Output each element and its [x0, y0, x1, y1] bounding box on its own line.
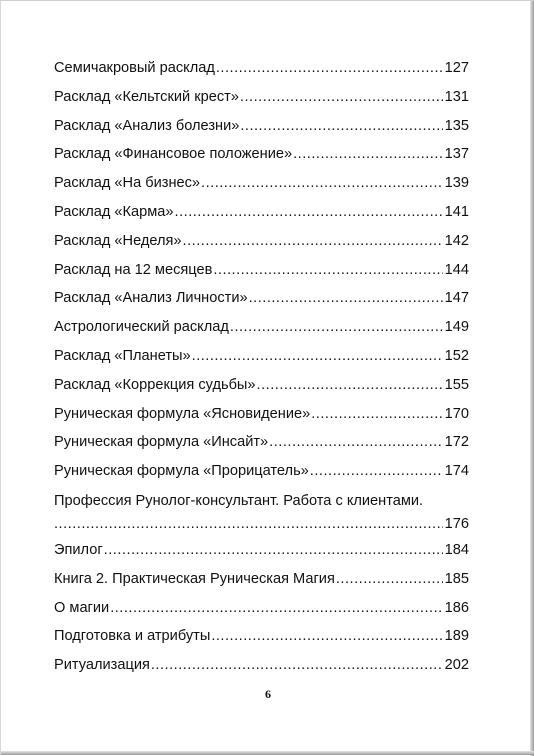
- page-number: 6: [265, 687, 271, 701]
- toc-leader-dots: [240, 112, 442, 141]
- toc-entry-page: 155: [444, 376, 469, 393]
- toc-entry-title: Ритуализация: [54, 657, 150, 674]
- toc-entry-title: Руническая формула «Ясновидение»: [54, 405, 311, 422]
- toc-entry-page: 139: [444, 175, 469, 192]
- toc-entry-title: Расклад «Кельтский крест»: [54, 88, 239, 105]
- toc-entry[interactable]: [54, 457, 469, 486]
- toc-entry-page: 174: [444, 463, 469, 480]
- toc-leader-dots: [240, 83, 443, 112]
- toc-entry[interactable]: [54, 169, 469, 198]
- toc-leader-dots: [211, 622, 442, 651]
- toc-entry-page: 135: [444, 117, 469, 134]
- toc-entry[interactable]: [54, 565, 469, 594]
- toc-entry-title: Расклад «Карма»: [54, 203, 174, 220]
- toc-leader-dots: [230, 313, 443, 342]
- toc-entry[interactable]: [54, 536, 469, 565]
- toc-entry[interactable]: [54, 342, 469, 371]
- toc-leader-dots: [183, 227, 443, 256]
- toc-entry-title: Расклад «На бизнес»: [54, 175, 201, 192]
- toc-entry-title: Подготовка и атрибуты: [54, 628, 211, 645]
- toc-entry-page: 172: [444, 434, 469, 451]
- toc-leader-dots: [310, 457, 443, 486]
- toc-entry-continuation: [54, 512, 469, 536]
- toc-leader-dots: [216, 54, 443, 83]
- toc-entry-page: 152: [444, 347, 469, 364]
- toc-entry-title: Руническая формула «Прорицатель»: [54, 463, 309, 480]
- toc-leader-dots: [175, 198, 443, 227]
- toc-entry-page: 185: [444, 570, 469, 587]
- toc-entry-title: О магии: [54, 599, 110, 616]
- toc-entry[interactable]: [54, 622, 469, 651]
- toc-entry-page: 142: [444, 232, 469, 249]
- toc-entry-title: Руническая формула «Инсайт»: [54, 434, 269, 451]
- toc-leader-dots: [192, 342, 443, 371]
- toc-entry[interactable]: [54, 54, 469, 83]
- toc-entry-title: Эпилог: [54, 541, 103, 558]
- toc-entry-title: Расклад «Финансовое положение»: [54, 146, 293, 163]
- toc-entry[interactable]: [54, 198, 469, 227]
- toc-entry-page: 127: [444, 60, 469, 76]
- toc-entry-page: 189: [444, 628, 469, 645]
- toc-entry[interactable]: [54, 313, 469, 342]
- toc-entry[interactable]: [54, 428, 469, 457]
- toc-entry-page: 147: [444, 290, 469, 307]
- toc-entry[interactable]: [54, 594, 469, 623]
- toc-entry-title: Астрологический расклад: [54, 319, 229, 336]
- toc-entry-page: 170: [444, 405, 469, 422]
- toc-entry-title: Расклад «Анализ болезни»: [54, 117, 240, 134]
- toc-entry-title: Расклад «Планеты»: [54, 347, 191, 364]
- toc-leader-dots: [336, 565, 443, 594]
- toc-entry[interactable]: [54, 112, 469, 141]
- toc-entry[interactable]: [54, 256, 469, 285]
- toc-entry-page: 144: [444, 261, 469, 278]
- toc-entry-page: 141: [444, 203, 469, 220]
- toc-entry-page: 131: [444, 88, 469, 105]
- toc-entry-page: 149: [444, 319, 469, 336]
- toc-leader-dots: [293, 140, 443, 169]
- toc-entry[interactable]: [54, 140, 469, 169]
- toc-entry[interactable]: [54, 83, 469, 112]
- toc-leader-dots: [151, 651, 443, 680]
- toc-leader-dots: [249, 284, 443, 313]
- toc-entry[interactable]: [54, 284, 469, 313]
- toc-entry[interactable]: [54, 371, 469, 400]
- table-of-contents: [54, 54, 469, 680]
- toc-leader-dots: [201, 169, 443, 198]
- toc-leader-dots: [213, 256, 442, 285]
- toc-entry-page: 184: [444, 541, 469, 558]
- toc-entry-title: Профессия Рунолог-консультант. Работа с клиентами.: [54, 492, 424, 509]
- toc-entry-title: Расклад «Коррекция судьбы»: [54, 376, 256, 393]
- toc-leader-dots: [54, 512, 443, 536]
- toc-entry-page: 137: [444, 146, 469, 163]
- toc-leader-dots: [104, 536, 443, 565]
- toc-entry[interactable]: [54, 651, 469, 680]
- toc-leader-dots: [311, 400, 442, 429]
- toc-entry-page: 202: [444, 657, 469, 674]
- toc-entry-page: 186: [444, 599, 469, 616]
- toc-entry-title: Расклад «Неделя»: [54, 232, 182, 249]
- toc-entry-title: Расклад «Анализ Личности»: [54, 290, 248, 307]
- toc-entry-title: Семичакровый расклад: [54, 60, 215, 76]
- page-edge-right: [530, 1, 534, 756]
- toc-entry-title: Расклад на 12 месяцев: [54, 261, 213, 278]
- toc-leader-dots: [269, 428, 442, 457]
- toc-leader-dots: [110, 594, 442, 623]
- toc-entry-multiline[interactable]: [54, 486, 469, 536]
- page-edge-bottom: [1, 751, 534, 755]
- toc-entry-page: 176: [444, 515, 469, 532]
- toc-leader-dots: [257, 371, 443, 400]
- toc-entry[interactable]: [54, 227, 469, 256]
- toc-entry-title: Книга 2. Практическая Руническая Магия: [54, 570, 335, 587]
- toc-entry[interactable]: [54, 400, 469, 429]
